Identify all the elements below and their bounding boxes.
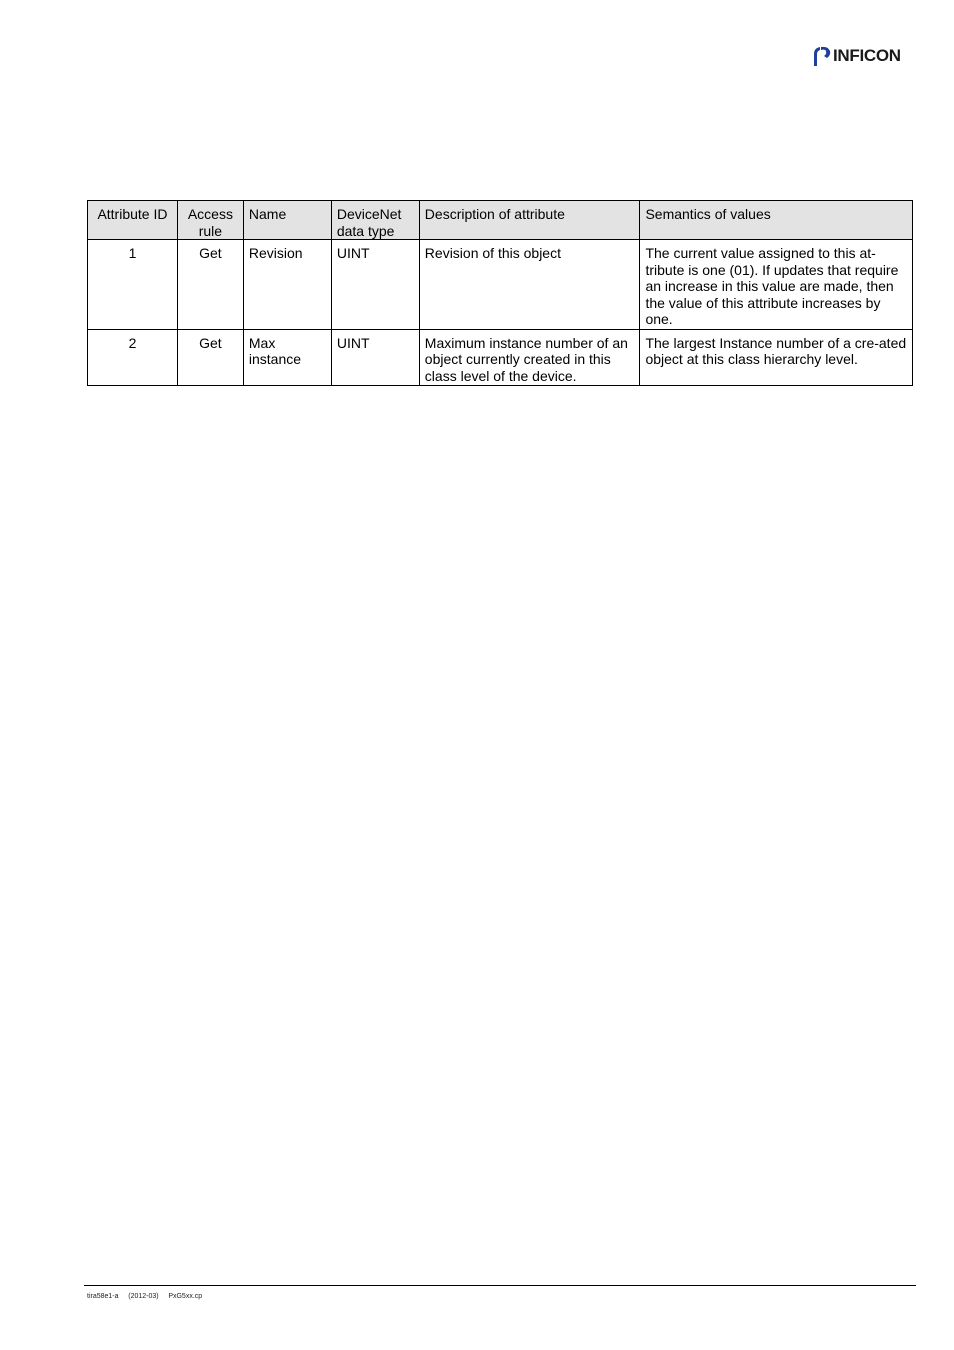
header-name: Name [243,201,331,240]
cell-data-type: UINT [331,329,419,386]
footer-document-code: tira58e1-a (2012-03) PxG5xx.cp [87,1293,203,1300]
cell-semantics: The current value assigned to this at-tribute is one (01). If updates that require an increase in this value are made, then the value of this attribute increases by one. [640,240,913,330]
cell-name: Max instance [243,329,331,386]
cell-name: Revision [243,240,331,330]
table-row [88,329,913,386]
table-header-row [88,201,913,240]
cell-description: Revision of this object [419,240,640,330]
cell-access-rule: Get [177,329,243,386]
inficon-logo [812,44,901,68]
header-data-type: DeviceNet data type [331,201,419,240]
header-access-rule: Access rule [177,201,243,240]
cell-attribute-id: 2 [88,329,178,386]
header-attribute-id: Attribute ID [88,201,178,240]
inficon-logo-icon [812,45,832,67]
cell-semantics: The largest Instance number of a cre-ated object at this class hierarchy level. [640,329,913,386]
cell-data-type: UINT [331,240,419,330]
cell-description: Maximum instance number of an object currently created in this class level of the device. [419,329,640,386]
header-description: Description of attribute [419,201,640,240]
cell-access-rule: Get [177,240,243,330]
footer-divider [84,1285,916,1286]
table-row [88,240,913,330]
header-semantics: Semantics of values [640,201,913,240]
logo-text: INFICON [833,46,901,65]
attribute-table [87,200,913,386]
cell-attribute-id: 1 [88,240,178,330]
